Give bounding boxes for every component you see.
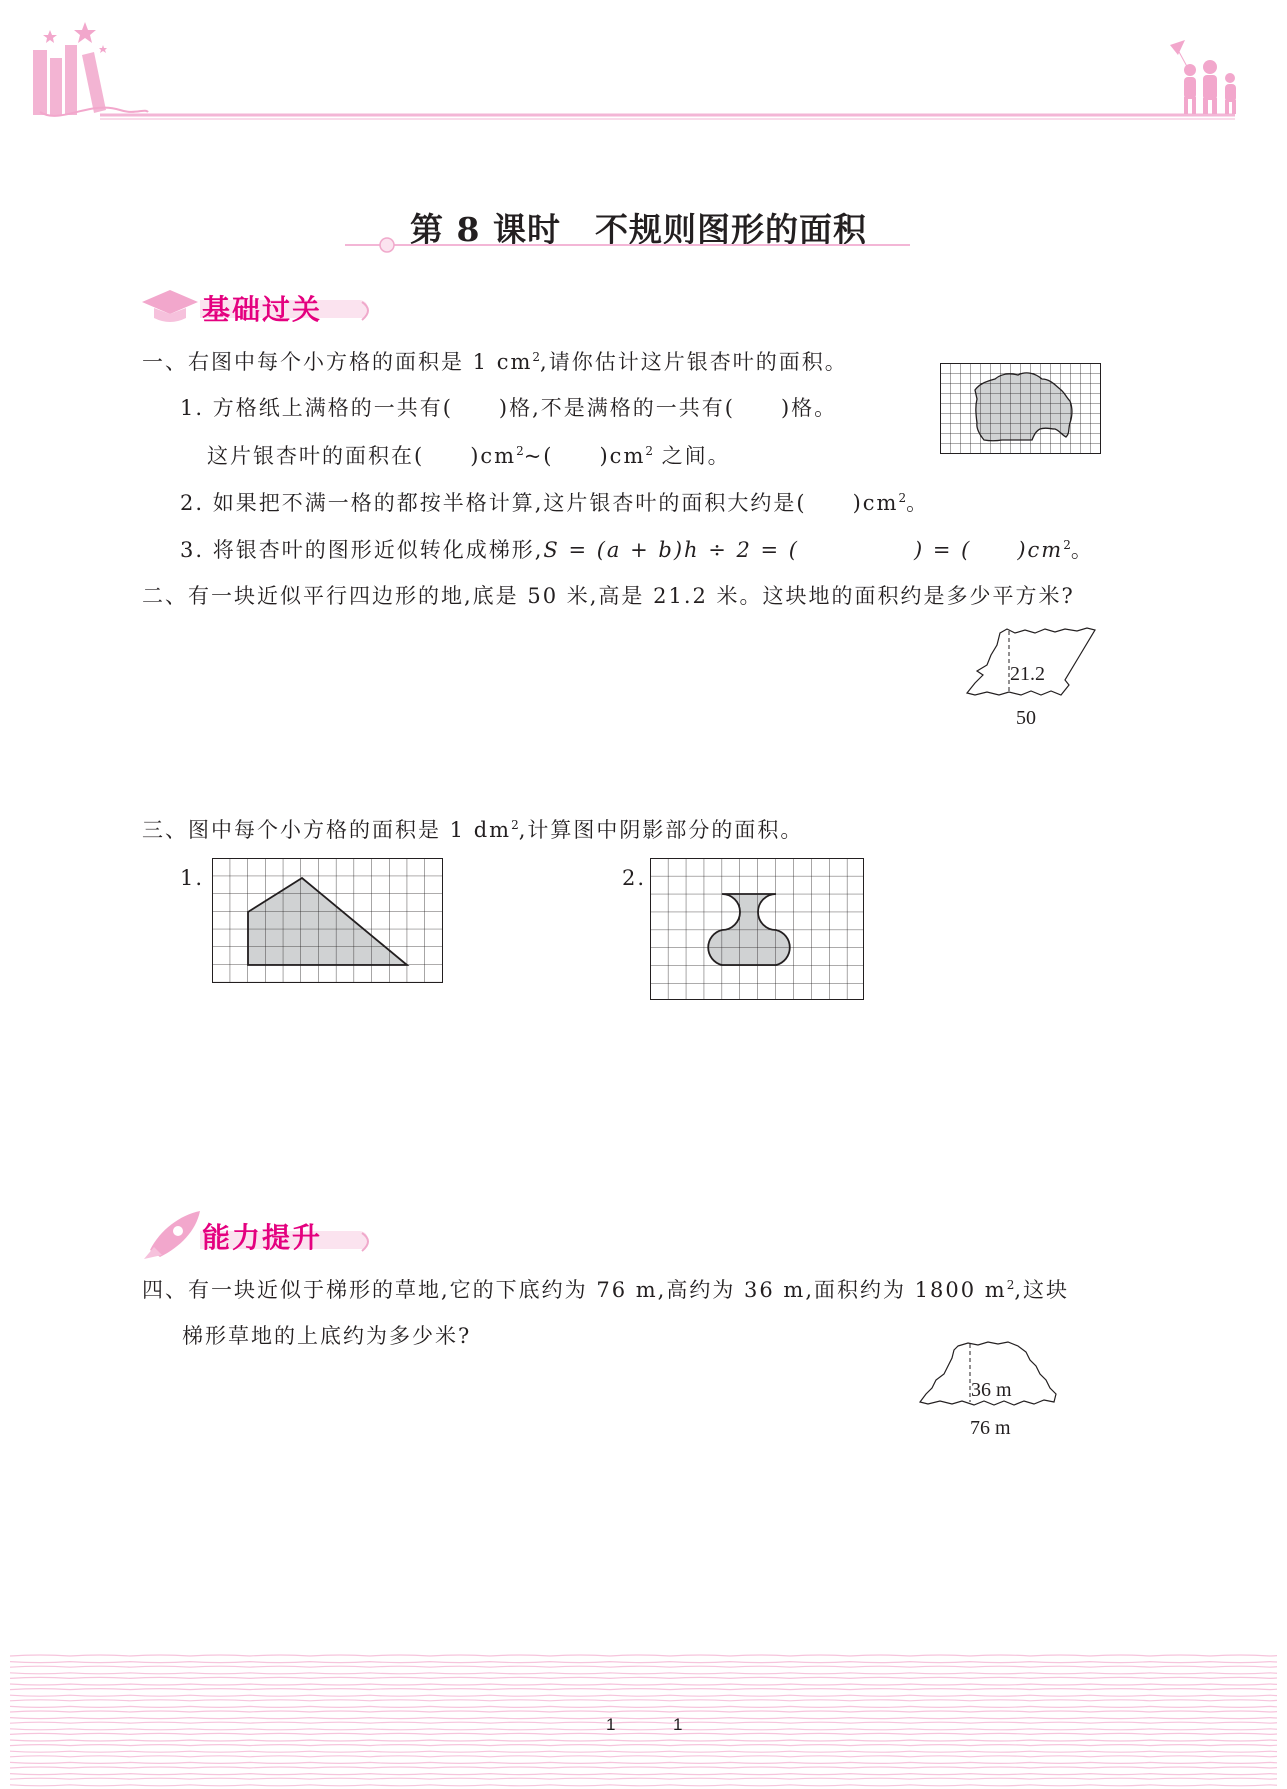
footer-stripe	[10, 1756, 1277, 1757]
footer-stripe	[10, 1762, 1277, 1763]
q1-sub1-line1: 1. 方格纸上满格的一共有( )格,不是满格的一共有( )格。	[180, 396, 838, 420]
footer-stripe	[10, 1767, 1277, 1768]
footer-stripe	[10, 1689, 1277, 1690]
books-icon	[33, 45, 106, 115]
section-basic-heading: 基础过关	[202, 293, 323, 326]
footer-stripes	[10, 1652, 1277, 1789]
footer-stripe	[10, 1695, 1277, 1696]
q3-fig2-label: 2.	[622, 866, 647, 890]
q3-grid-figure-1	[212, 858, 446, 986]
ginkgo-grid-figure	[940, 363, 1102, 457]
page-title: 第 8 课时 不规则图形的面积	[410, 210, 867, 249]
q2-stem: 二、有一块近似平行四边形的地,底是 50 米,高是 21.2 米。这块地的面积约是多少平方米?	[142, 584, 1075, 608]
footer-stripe	[10, 1655, 1277, 1656]
q1-stem: 一、右图中每个小方格的面积是 1 $cm^2$,请你估计这片银杏叶的面积。	[142, 350, 848, 374]
q3-grid-figure-2	[650, 858, 866, 1002]
footer-stripe	[10, 1778, 1277, 1779]
footer-stripe	[10, 1666, 1277, 1667]
footer-stripe	[10, 1711, 1277, 1712]
page-number-b: 1	[673, 1715, 683, 1734]
children-silhouette-icon	[1170, 40, 1236, 114]
footer-stripe	[10, 1718, 1277, 1719]
section-advanced-heading: 能力提升	[202, 1221, 323, 1254]
q4-line1: 四、有一块近似于梯形的草地,它的下底约为 76 m,高约为 36 m,面积约为 1800 $m^2$,这块	[142, 1278, 1070, 1302]
q4-line2: 梯形草地的上底约为多少米?	[182, 1324, 472, 1348]
footer-stripe	[10, 1785, 1277, 1786]
footer-stripe	[10, 1706, 1277, 1707]
q1-sub1-line2: 这片银杏叶的面积在( )$cm^2\sim$( )$cm^2$ 之间。	[207, 444, 731, 468]
footer-stripe	[10, 1774, 1277, 1775]
q2-base-label: 50	[1016, 707, 1036, 729]
footer-stripe	[10, 1700, 1277, 1701]
title-underline	[345, 235, 915, 255]
page-number-a: 1	[606, 1715, 616, 1734]
footer-stripe	[10, 1729, 1277, 1730]
header-decoration	[0, 0, 1287, 140]
footer-stripe	[10, 1673, 1277, 1674]
q1-sub3: 3. 将银杏叶的图形近似转化成梯形,S = (a + b)h ÷ 2 = ( ) = ( )$cm^2$。	[180, 538, 1094, 562]
q4-base-label: 76 m	[970, 1417, 1011, 1439]
q2-height-label: 21.2	[1010, 663, 1045, 685]
footer-stripe	[10, 1722, 1277, 1723]
q4-height-label: 36 m	[971, 1379, 1012, 1401]
q3-stem: 三、图中每个小方格的面积是 1 $dm^2$,计算图中阴影部分的面积。	[142, 818, 804, 842]
q3-fig1-label: 1.	[180, 866, 205, 890]
footer-stripe	[10, 1662, 1277, 1663]
footer-stripe	[10, 1751, 1277, 1752]
footer-stripe	[10, 1745, 1277, 1746]
footer-stripe	[10, 1740, 1277, 1741]
footer-stripe	[10, 1684, 1277, 1685]
footer-stripe	[10, 1733, 1277, 1734]
footer-stripe	[10, 1677, 1277, 1678]
q1-sub2: 2. 如果把不满一格的都按半格计算,这片银杏叶的面积大约是( )$cm^2$。	[180, 491, 930, 515]
